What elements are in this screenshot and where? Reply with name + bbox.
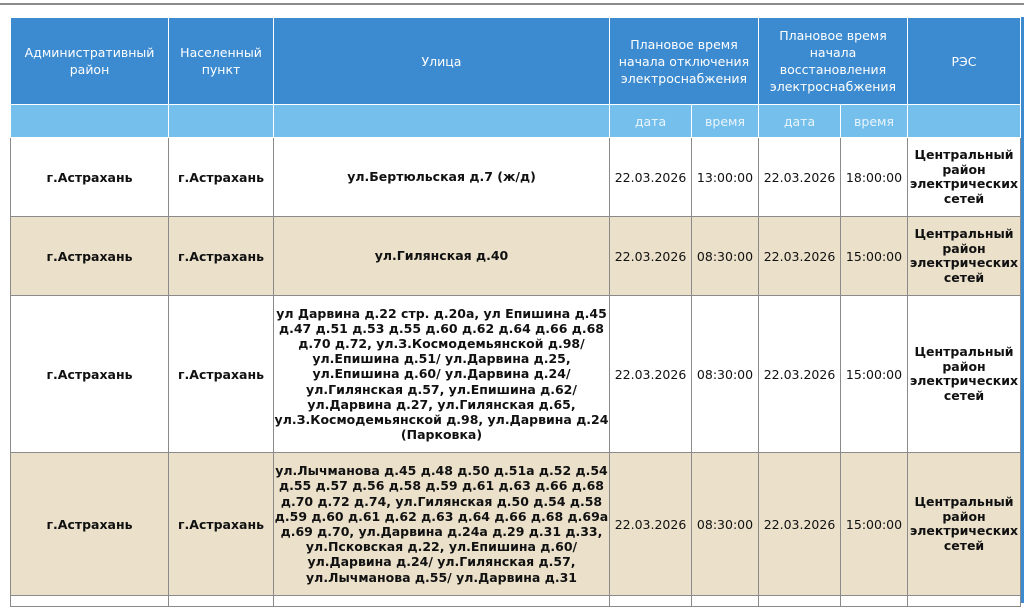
cell-district: г.Астрахань bbox=[11, 296, 169, 453]
table-row-partial bbox=[11, 596, 1021, 607]
header-district: Административный район bbox=[11, 18, 169, 105]
cell-res: Центральный район электрических сетей bbox=[908, 138, 1021, 217]
cell-on-date: 22.03.2026 bbox=[759, 217, 841, 296]
cell-res: Центральный район электрических сетей bbox=[908, 217, 1021, 296]
subheader-empty bbox=[908, 105, 1021, 138]
cell-off-time: 08:30:00 bbox=[692, 296, 759, 453]
cell-off-date: 22.03.2026 bbox=[610, 296, 692, 453]
cell-res: Центральный район электрических сетей bbox=[908, 453, 1021, 596]
header-settlement: Населенный пункт bbox=[169, 18, 274, 105]
cell-off-time: 13:00:00 bbox=[692, 138, 759, 217]
table-row bbox=[11, 138, 1021, 217]
cell-on-time: 18:00:00 bbox=[841, 138, 908, 217]
cell-on-date: 22.03.2026 bbox=[759, 453, 841, 596]
subheader-off-time: время bbox=[692, 105, 759, 138]
cell-off-time: 08:30:00 bbox=[692, 453, 759, 596]
cell-off-date: 22.03.2026 bbox=[610, 453, 692, 596]
outage-table bbox=[10, 17, 1021, 607]
cell-district: г.Астрахань bbox=[11, 138, 169, 217]
cell-settlement: г.Астрахань bbox=[169, 453, 274, 596]
table-header bbox=[11, 18, 1021, 138]
cell-on-time: 15:00:00 bbox=[841, 217, 908, 296]
cell-on-time: 15:00:00 bbox=[841, 296, 908, 453]
table-row bbox=[11, 217, 1021, 296]
header-res: РЭС bbox=[908, 18, 1021, 105]
header-street: Улица bbox=[274, 18, 610, 105]
cell-off-time: 08:30:00 bbox=[692, 217, 759, 296]
table-row bbox=[11, 453, 1021, 596]
cell-street: ул Дарвина д.22 стр. д.20а, ул Епишина д.45 д.47 д.51 д.53 д.55 д.60 д.62 д.64 д.66 д.68 д.70 д.72, ул.З.Космодемьянской д.98/ ул.Епишина д.51/ ул.Дарвина д.25, ул.Епишина д.60/ ул.Дарвина д.24/ ул.Гилянская д.57, ул.Епишина д.62/ ул.Дарвина д.27, ул.Гилянская д.65, ул.З.Космодемьянской д.98, ул.Дарвина д.24 (Парковка) bbox=[274, 296, 610, 453]
subheader-off-date: дата bbox=[610, 105, 692, 138]
header-on-time: Плановое время начала восстановления электроснабжения bbox=[759, 18, 908, 105]
top-divider bbox=[0, 3, 1024, 5]
subheader-empty bbox=[11, 105, 169, 138]
subheader-on-date: дата bbox=[759, 105, 841, 138]
table-row bbox=[11, 296, 1021, 453]
cell-off-date: 22.03.2026 bbox=[610, 138, 692, 217]
cell-settlement: г.Астрахань bbox=[169, 217, 274, 296]
cell-on-time: 15:00:00 bbox=[841, 453, 908, 596]
cell-settlement: г.Астрахань bbox=[169, 138, 274, 217]
cell-district: г.Астрахань bbox=[11, 453, 169, 596]
cell-settlement: г.Астрахань bbox=[169, 296, 274, 453]
cell-off-date: 22.03.2026 bbox=[610, 217, 692, 296]
cell-on-date: 22.03.2026 bbox=[759, 138, 841, 217]
subheader-on-time: время bbox=[841, 105, 908, 138]
cell-on-date: 22.03.2026 bbox=[759, 296, 841, 453]
subheader-empty bbox=[169, 105, 274, 138]
cell-street: ул.Бертюльская д.7 (ж/д) bbox=[274, 138, 610, 217]
cell-res: Центральный район электрических сетей bbox=[908, 296, 1021, 453]
cell-street: ул.Лычманова д.45 д.48 д.50 д.51а д.52 д.54 д.55 д.57 д.56 д.58 д.59 д.61 д.63 д.66 д.68 д.70 д.72 д.74, ул.Гилянская д.50 д.54 д.58 д.59 д.60 д.61 д.62 д.63 д.64 д.66 д.68 д.69а д.69 д.70, ул.Дарвина д.24а д.29 д.31 д.33, ул.Псковская д.22, ул.Епишина д.60/ ул.Дарвина д.24/ ул.Гилянская д.57, ул.Лычманова д.55/ ул.Дарвина д.31 bbox=[274, 453, 610, 596]
header-off-time: Плановое время начала отключения электроснабжения bbox=[610, 18, 759, 105]
subheader-empty bbox=[274, 105, 610, 138]
cell-district: г.Астрахань bbox=[11, 217, 169, 296]
cell-street: ул.Гилянская д.40 bbox=[274, 217, 610, 296]
